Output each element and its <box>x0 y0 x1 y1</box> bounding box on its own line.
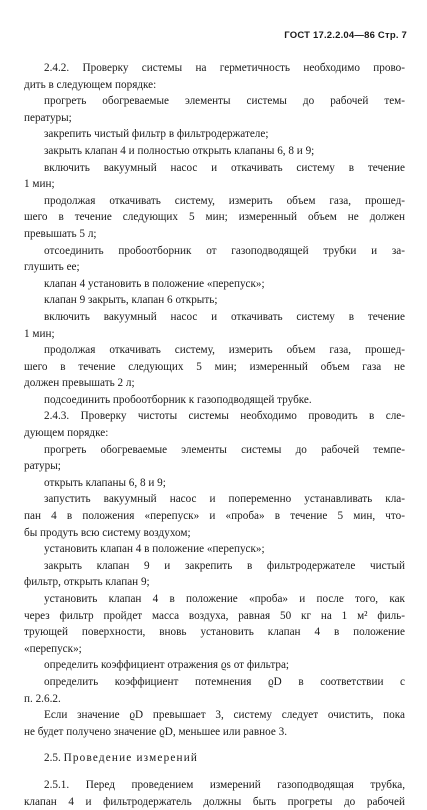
text-line: клапан 4 и фильтродержатель должны быть прогреты до рабочей <box>24 795 405 808</box>
text-line: 1 мин; <box>24 327 55 340</box>
text-line: 1 мин; <box>24 178 55 191</box>
text-line: подсоединить пробоотборник к газоподводящей трубке. <box>44 393 312 406</box>
text-line: не будет получено значение ϱD, меньшее или равное 3. <box>24 725 287 738</box>
text-line: 2.5.1. Перед проведением измерений газоподводящая трубка, <box>44 778 405 791</box>
text-line: Если значение ϱD превышает 3, систему следует очистить, пока <box>44 709 405 722</box>
text-line: глушить ее; <box>24 261 80 274</box>
text-line: определить коэффициент потемнения ϱD в соответствии с <box>44 675 405 688</box>
text-line: дующем порядке: <box>24 427 109 440</box>
text-line: «перепуск»; <box>24 642 82 655</box>
text-line: включить вакуумный насос и откачивать систему в течение <box>44 310 405 323</box>
text-line: пан 4 в положения «перепуск» и «проба» в течение 5 мин, что- <box>24 510 405 523</box>
text-line: закрыть клапан 4 и полностью открыть клапаны 6, 8 и 9; <box>44 144 315 157</box>
text-line: отсоединить пробоотборник от газоподводящей трубки и за- <box>44 244 405 257</box>
document-body <box>24 60 405 810</box>
text-line: установить клапан 4 в положение «перепуск»; <box>44 543 265 556</box>
text-line: запустить вакуумный насос и попеременно устанавливать кла- <box>44 493 405 506</box>
text-line: клапан 9 закрыть, клапан 6 открыть; <box>44 294 218 307</box>
text-line: прогреть обогреваемые элементы системы до рабочей темпе- <box>44 443 405 456</box>
section-title: Проведение измерений <box>63 752 199 765</box>
text-line: установить клапан 4 в положение «проба» и после того, как <box>44 593 405 605</box>
text-line: продолжая откачивать систему, измерить объем газа, прошед- <box>44 344 405 357</box>
text-line: открыть клапаны 6, 8 и 9; <box>44 476 166 489</box>
text-line: трующей поверхности, вновь установить клапан 4 в положение <box>24 626 405 639</box>
text-line: прогреть обогреваемые элементы системы до рабочей тем- <box>44 95 405 108</box>
text-line: шего в течение следующих 5 мин; измеренный объем не должен <box>24 211 405 224</box>
text-line: определить коэффициент отражения ϱs от фильтра; <box>44 659 290 672</box>
section-number: 2.5. <box>44 752 64 765</box>
text-line: ратуры; <box>24 460 61 473</box>
text-line: 2.4.3. Проверку чистоты системы необходимо проводить в сле- <box>44 410 405 423</box>
section-gap <box>24 767 405 777</box>
text-line: закрепить чистый фильтр в фильтродержателе; <box>44 128 269 141</box>
section-heading <box>24 750 405 767</box>
text-line: через фильтр пройдет масса воздуха, равная 50 кг на 1 м² филь- <box>24 609 405 622</box>
text-line: продолжая откачивать систему, измерить объем газа, прошед- <box>44 194 405 207</box>
text-line: п. 2.6.2. <box>24 692 61 705</box>
text-line: клапан 4 установить в положение «перепуск»; <box>44 277 265 290</box>
text-line: должен превышать 2 л; <box>24 377 135 390</box>
section-gap <box>24 740 405 750</box>
text-line: дить в следующем порядке: <box>24 78 157 91</box>
text-line: бы продуть всю систему воздухом; <box>24 526 191 539</box>
text-line: пературы; <box>24 111 72 124</box>
text-line: фильтр, открыть клапан 9; <box>24 576 150 589</box>
text-line: превышать 5 л; <box>24 227 97 240</box>
page-header: ГОСТ 17.2.2.04—86 Стр. 7 <box>284 30 407 41</box>
text-line: включить вакуумный насос и откачивать систему в течение <box>44 161 405 174</box>
text-line: закрыть клапан 9 и закрепить в фильтродержателе чистый <box>44 559 405 572</box>
text-line: 2.4.2. Проверку системы на герметичность необходимо прово- <box>44 62 405 74</box>
text-line: шего в течение следующих 5 мин; измеренный объем газа не <box>24 360 405 373</box>
